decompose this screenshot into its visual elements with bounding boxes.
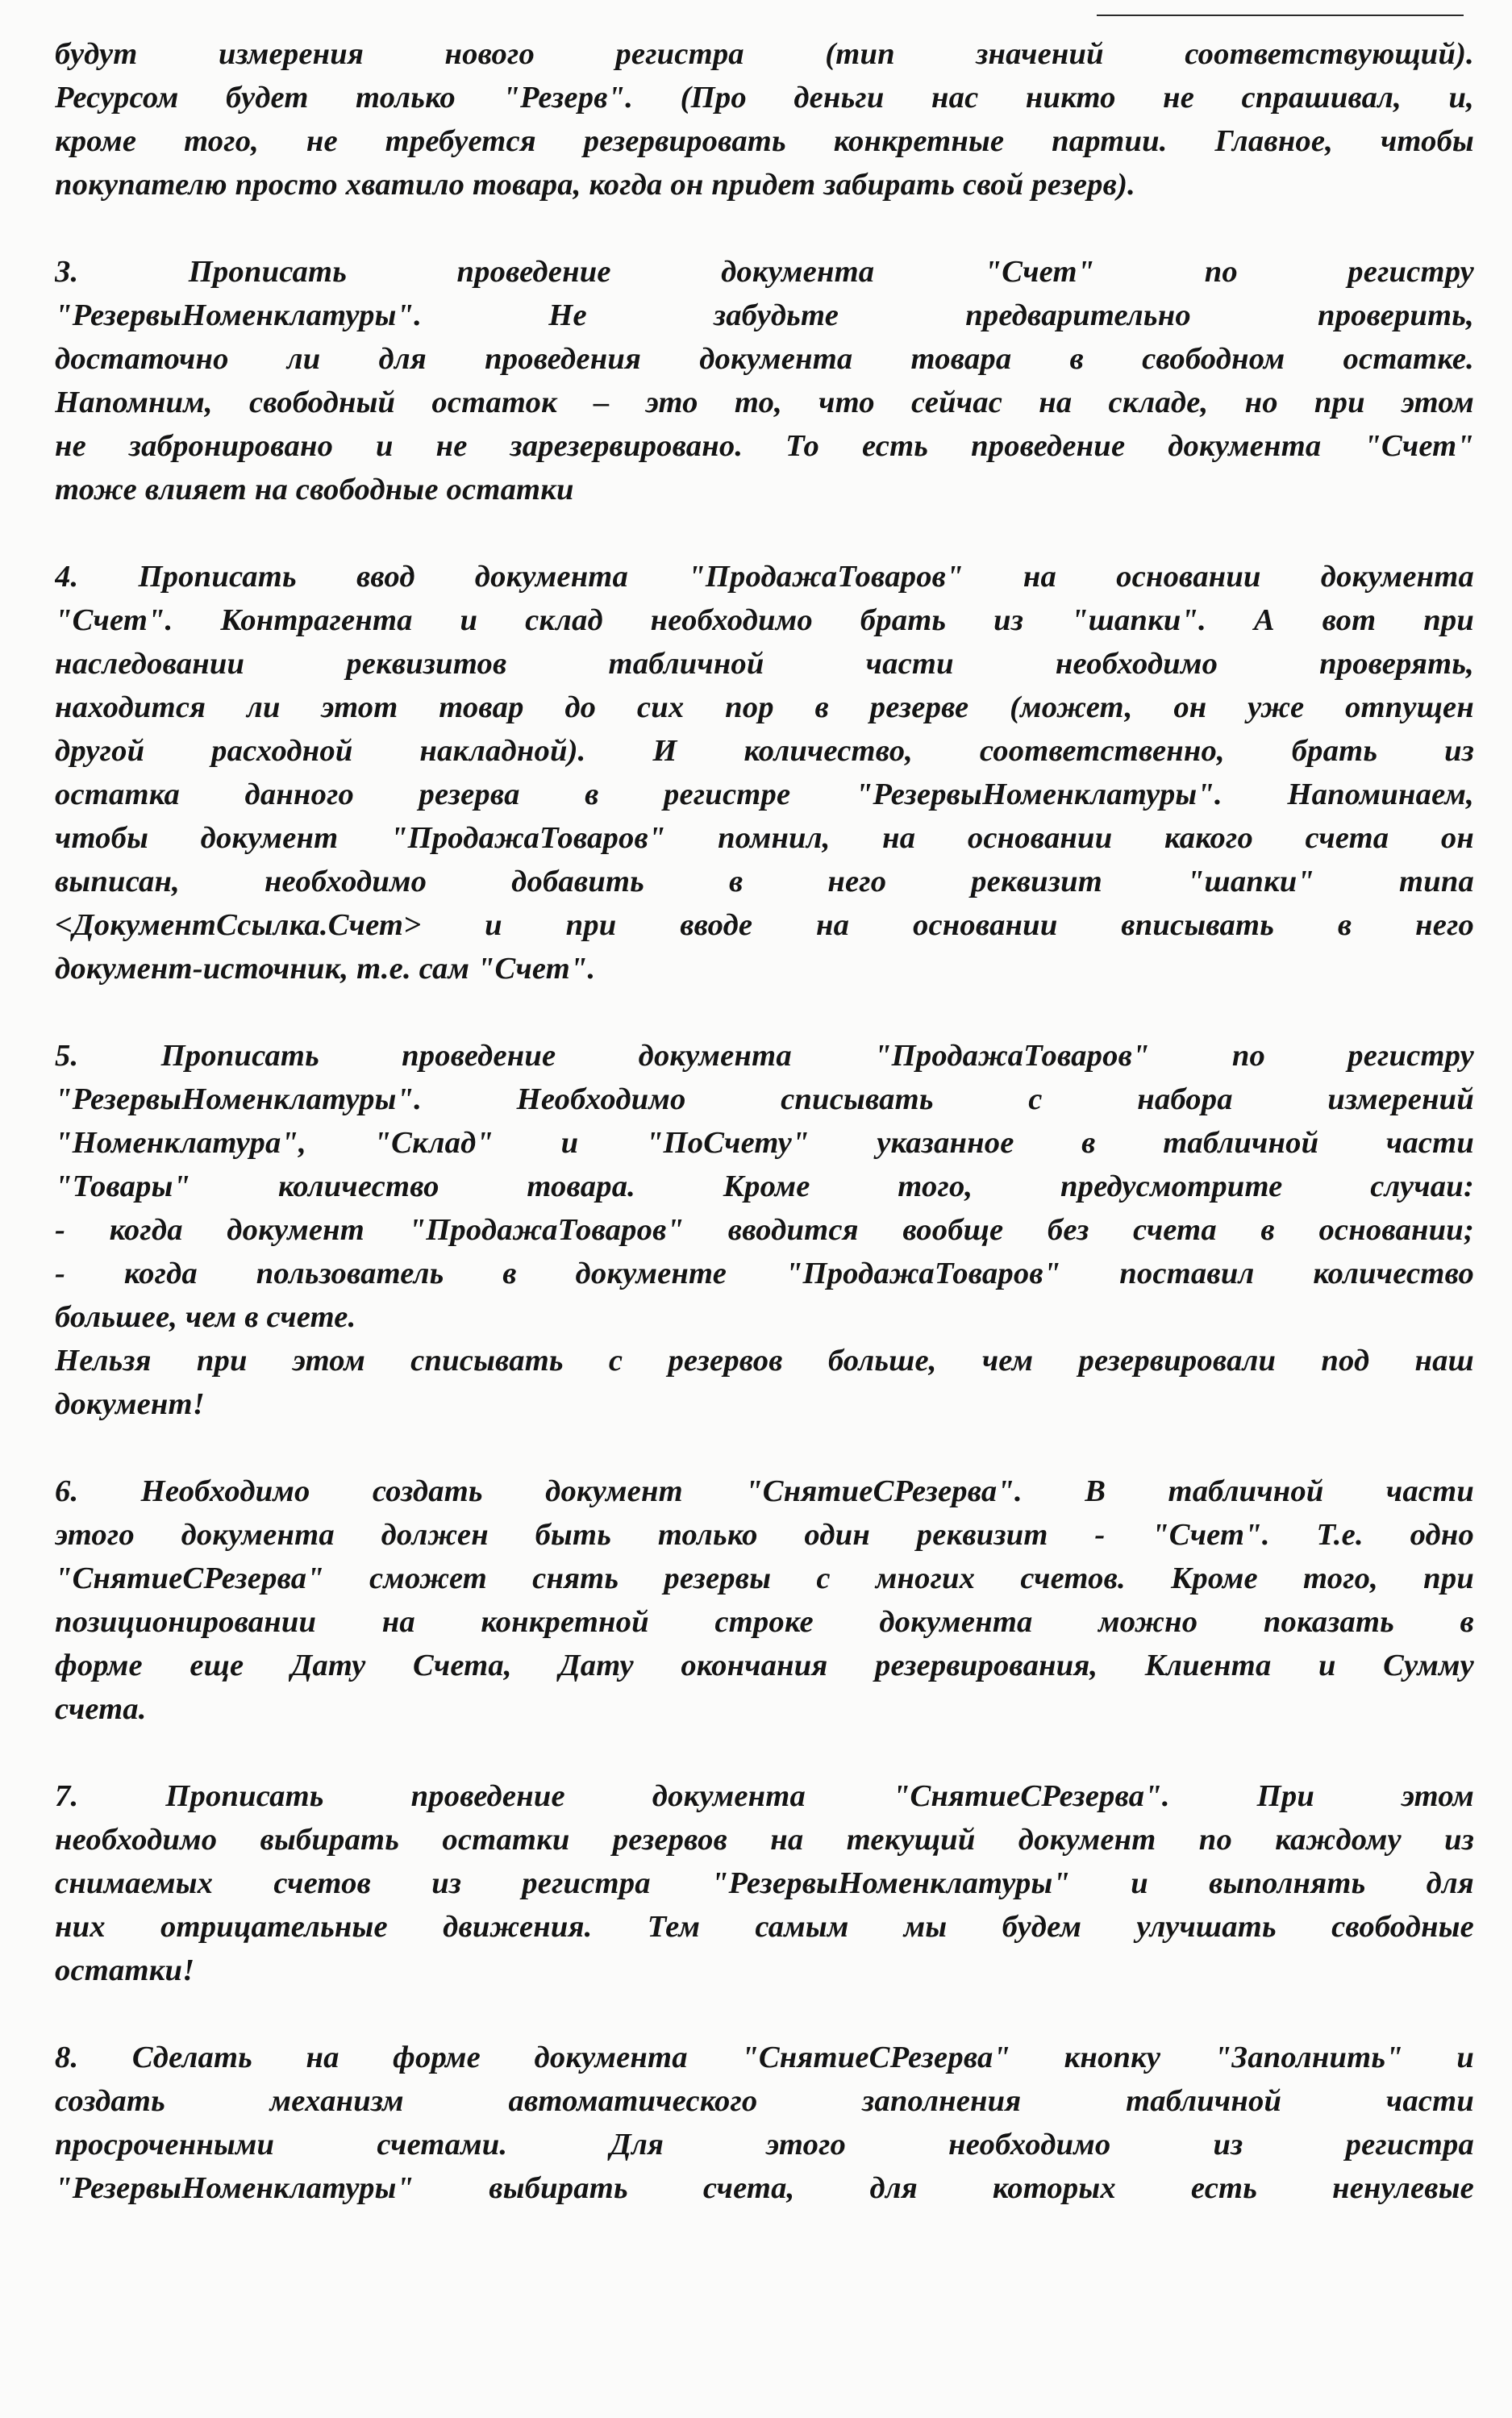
- text-line: достаточно ли для проведения документа товара в свободном остатке.: [55, 342, 1474, 376]
- text-line: - когда пользователь в документе "ПродажаТоваров" поставил количество: [55, 1257, 1474, 1290]
- text-line: 6. Необходимо создать документ "СнятиеСРезерва". В табличной части: [55, 1474, 1474, 1508]
- paragraph: [55, 1034, 1474, 1426]
- text-line: другой расходной накладной). И количество, соответственно, брать из: [55, 734, 1474, 768]
- paragraph: [55, 250, 1474, 511]
- text-line: тоже влияет на свободные остатки: [55, 473, 574, 507]
- text-line: будут измерения нового регистра (тип значений соответствующий).: [55, 37, 1474, 71]
- text-line: "СнятиеСРезерва" сможет снять резервы с многих счетов. Кроме того, при: [55, 1561, 1474, 1595]
- text-line: "Номенклатура", "Склад" и "ПоСчету" указанное в табличной части: [55, 1126, 1474, 1160]
- text-line: не забронировано и не зарезервировано. То есть проведение документа "Счет": [55, 429, 1474, 463]
- text-line: "РезервыНоменклатуры". Не забудьте предварительно проверить,: [55, 298, 1474, 332]
- paragraph: [55, 32, 1474, 206]
- text-line: Ресурсом будет только "Резерв". (Про деньги нас никто не спрашивал, и,: [55, 81, 1474, 115]
- text-line: "РезервыНоменклатуры". Необходимо списывать с набора измерений: [55, 1082, 1474, 1116]
- text-line: "РезервыНоменклатуры" выбирать счета, для которых есть ненулевые: [55, 2171, 1474, 2205]
- text-line: "Счет". Контрагента и склад необходимо брать из "шапки". А вот при: [55, 603, 1474, 637]
- text-line: находится ли этот товар до сих пор в резерве (может, он уже отпущен: [55, 690, 1474, 724]
- text-line: создать механизм автоматического заполнения табличной части: [55, 2084, 1474, 2118]
- text-line: снимаемых счетов из регистра "РезервыНоменклатуры" и выполнять для: [55, 1866, 1474, 1900]
- text-line: 4. Прописать ввод документа "ПродажаТоваров" на основании документа: [55, 560, 1474, 594]
- text-line: наследовании реквизитов табличной части необходимо проверять,: [55, 647, 1474, 681]
- text-line: Нельзя при этом списывать с резервов больше, чем резервировали под наш: [55, 1344, 1474, 1378]
- text-line: <ДокументСсылка.Счет> и при вводе на основании вписывать в него: [55, 908, 1474, 942]
- text-line: покупателю просто хватило товара, когда он придет забирать свой резерв).: [55, 168, 1135, 202]
- text-line: них отрицательные движения. Тем самым мы будем улучшать свободные: [55, 1910, 1474, 1944]
- text-line: просроченными счетами. Для этого необходимо из регистра: [55, 2128, 1474, 2162]
- text-line: этого документа должен быть только один реквизит - "Счет". Т.е. одно: [55, 1518, 1474, 1552]
- top-rule: [1097, 15, 1464, 16]
- text-line: большее, чем в счете.: [55, 1300, 356, 1334]
- text-line: кроме того, не требуется резервировать конкретные партии. Главное, чтобы: [55, 124, 1474, 158]
- text-line: остатки!: [55, 1953, 195, 1987]
- paragraph: [55, 2036, 1474, 2210]
- text-line: необходимо выбирать остатки резервов на текущий документ по каждому из: [55, 1823, 1474, 1857]
- text-line: Напомним, свободный остаток – это то, что сейчас на складе, но при этом: [55, 386, 1474, 419]
- text-line: "Товары" количество товара. Кроме того, предусмотрите случаи:: [55, 1169, 1474, 1203]
- text-line: - когда документ "ПродажаТоваров" вводится вообще без счета в основании;: [55, 1213, 1474, 1247]
- text-line: документ-источник, т.е. сам "Счет".: [55, 952, 596, 986]
- text-line: позиционировании на конкретной строке документа можно показать в: [55, 1605, 1474, 1639]
- paragraph: [55, 1470, 1474, 1731]
- text-line: форме еще Дату Счета, Дату окончания резервирования, Клиента и Сумму: [55, 1649, 1474, 1682]
- paragraph: [55, 1774, 1474, 1992]
- text-line: документ!: [55, 1387, 205, 1421]
- text-line: выписан, необходимо добавить в него реквизит "шапки" типа: [55, 865, 1474, 898]
- text-line: 3. Прописать проведение документа "Счет" по регистру: [55, 255, 1474, 289]
- paragraph: [55, 555, 1474, 990]
- text-line: 5. Прописать проведение документа "ПродажаТоваров" по регистру: [55, 1039, 1474, 1073]
- text-line: счета.: [55, 1692, 147, 1726]
- text-line: чтобы документ "ПродажаТоваров" помнил, на основании какого счета он: [55, 821, 1474, 855]
- text-line: 7. Прописать проведение документа "СнятиеСРезерва". При этом: [55, 1779, 1474, 1813]
- text-line: 8. Сделать на форме документа "СнятиеСРезерва" кнопку "Заполнить" и: [55, 2041, 1474, 2074]
- document-body: [55, 32, 1474, 2210]
- text-line: остатка данного резерва в регистре "РезервыНоменклатуры". Напоминаем,: [55, 778, 1474, 811]
